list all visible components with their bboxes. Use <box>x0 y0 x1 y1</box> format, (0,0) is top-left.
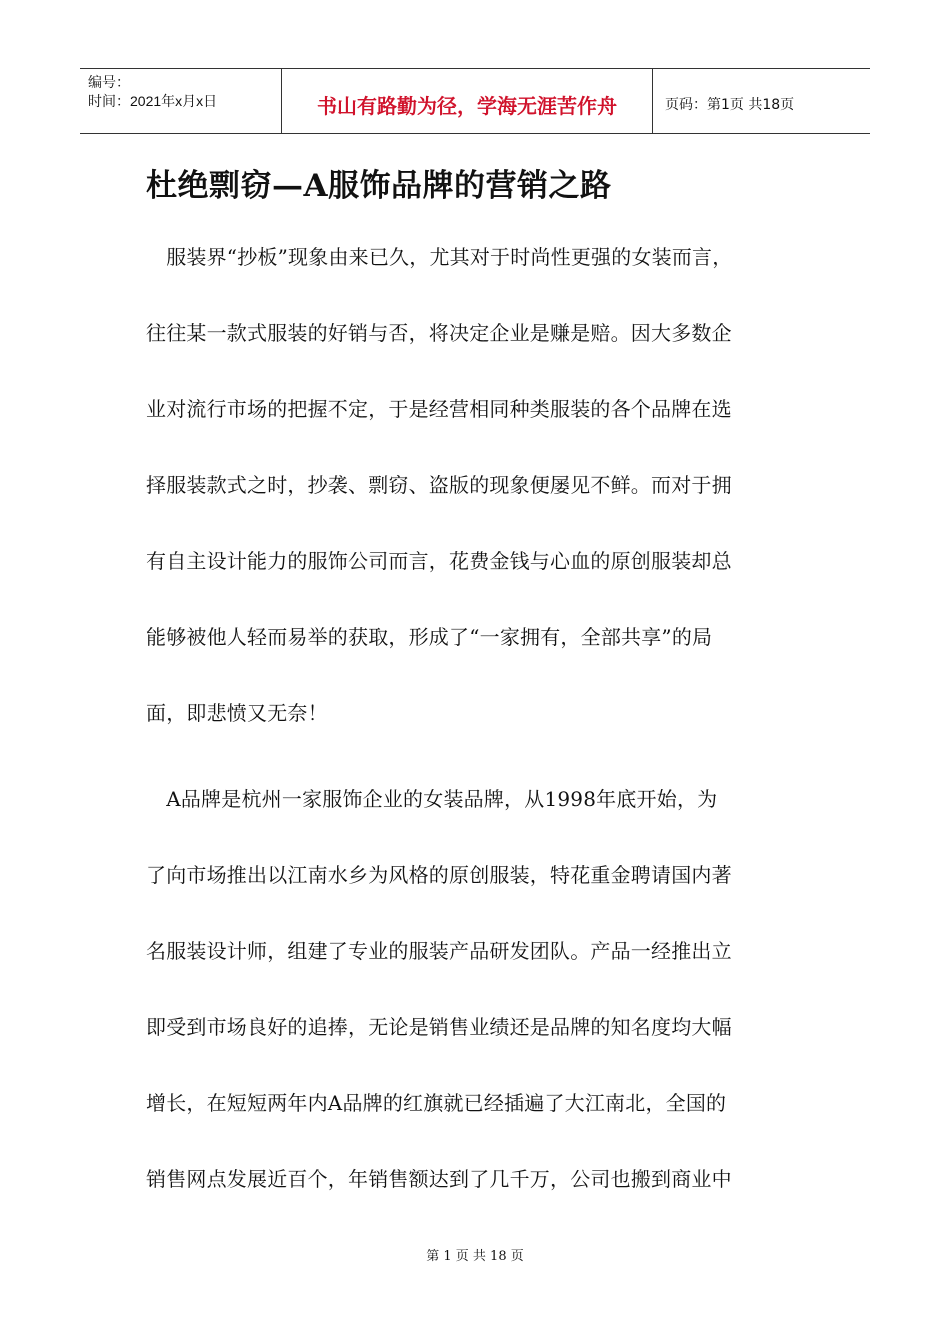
header-motto: 书山有路勤为径，学海无涯苦作舟 <box>281 69 653 133</box>
document-header <box>80 68 870 134</box>
paragraph-line: 业对流行市场的把握不定，于是经营相同种类服装的各个品牌在选 <box>146 397 732 421</box>
paragraph-line: 增长，在短短两年内A品牌的红旗就已经插遍了大江南北，全国的 <box>146 1091 727 1115</box>
document-title: 杜绝剽窃—A服饰品牌的营销之路 <box>146 168 612 204</box>
header-page-info: 页码：第1页 共18页 <box>665 97 795 113</box>
paragraph-line: 了向市场推出以江南水乡为风格的原创服装，特花重金聘请国内著 <box>146 863 732 887</box>
paragraph-line: 面，即悲愤又无奈！ <box>146 701 328 725</box>
paragraph-2 <box>146 774 806 1230</box>
paragraph-line: 择服装款式之时，抄袭、剽窃、盗版的现象便屡见不鲜。而对于拥 <box>146 473 732 497</box>
paragraph-line: 往往某一款式服装的好销与否，将决定企业是赚是赔。因大多数企 <box>146 321 732 345</box>
page-footer: 第 1 页 共 18 页 <box>426 1249 524 1264</box>
header-meta <box>80 69 281 133</box>
document-body <box>146 232 806 1230</box>
paragraph-line: 有自主设计能力的服饰公司而言，花费金钱与心血的原创服装却总 <box>146 549 732 573</box>
paragraph-line: 能够被他人轻而易举的获取，形成了“一家拥有，全部共享”的局 <box>146 625 713 649</box>
paragraph-line: 服装界“抄板”现象由来已久，尤其对于时尚性更强的女装而言， <box>146 245 733 269</box>
paragraph-line: 销售网点发展近百个，年销售额达到了几千万，公司也搬到商业中 <box>146 1167 732 1191</box>
paragraph-line: 即受到市场良好的追捧，无论是销售业绩还是品牌的知名度均大幅 <box>146 1015 732 1039</box>
paragraph-line: A品牌是杭州一家服饰企业的女装品牌，从1998年底开始，为 <box>146 787 718 811</box>
paragraph-line: 名服装设计师，组建了专业的服装产品研发团队。产品一经推出立 <box>146 939 732 963</box>
paragraph-1 <box>146 232 806 764</box>
header-time-label: 时间：2021年x月x日 <box>88 93 218 109</box>
header-number-label: 编号： <box>88 74 130 90</box>
